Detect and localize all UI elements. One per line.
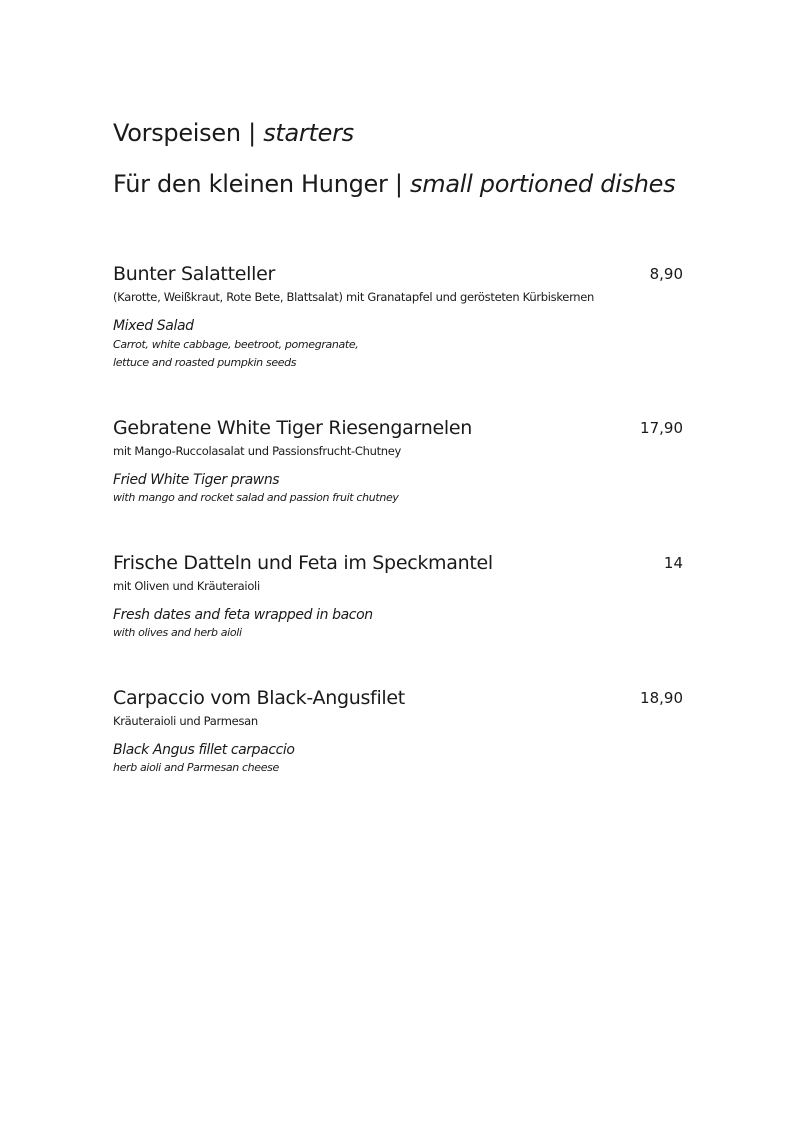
- menu-item-description-en-line: herb aioli and Parmesan cheese: [113, 761, 279, 774]
- menu-item-name-en: Black Angus fillet carpaccio: [113, 742, 295, 758]
- menu-item-description-de: mit Oliven und Kräuteraioli: [113, 579, 260, 593]
- menu-item-description-en: [113, 489, 399, 507]
- menu-item-price: 8,90: [649, 265, 683, 283]
- menu-item-description-en-line: with olives and herb aioli: [113, 626, 242, 639]
- section-title-en: starters: [263, 119, 354, 147]
- menu-item-price: 17,90: [640, 419, 683, 437]
- menu-item-price: 14: [663, 554, 683, 572]
- menu-item-description-en: [113, 624, 242, 642]
- section-subtitle-small-dishes: [113, 172, 675, 196]
- menu-item-description-en-line: with mango and rocket salad and passion fruit chutney: [113, 491, 399, 504]
- menu-item-description-de: mit Mango-Ruccolasalat und Passionsfrucht-Chutney: [113, 444, 402, 458]
- section-title-starters: [113, 121, 354, 145]
- menu-item-description-de: Kräuteraioli und Parmesan: [113, 714, 258, 728]
- menu-item-name-de: Carpaccio vom Black-Angusfilet: [113, 687, 405, 709]
- section-subtitle-en: small portioned dishes: [410, 170, 676, 198]
- menu-item-price: 18,90: [640, 689, 683, 707]
- menu-item-description-en-line: lettuce and roasted pumpkin seeds: [113, 356, 297, 369]
- menu-item-description-en: [113, 759, 279, 777]
- menu-item-name-en: Fresh dates and feta wrapped in bacon: [113, 607, 373, 623]
- menu-item-description-de: (Karotte, Weißkraut, Rote Bete, Blattsalat) mit Granatapfel und gerösteten Kürbiskernen: [113, 290, 595, 304]
- menu-item-name-de: Bunter Salatteller: [113, 263, 275, 285]
- menu-item-description-en-line: Carrot, white cabbage, beetroot, pomegranate,: [113, 338, 359, 351]
- menu-item-name-en: Fried White Tiger prawns: [113, 472, 280, 488]
- menu-item-name-en: Mixed Salad: [113, 318, 194, 334]
- section-title-de: Vorspeisen |: [113, 119, 264, 147]
- menu-item-name-de: Gebratene White Tiger Riesengarnelen: [113, 417, 472, 439]
- menu-item-name-de: Frische Datteln und Feta im Speckmantel: [113, 552, 493, 574]
- menu-item-description-en: [113, 336, 358, 372]
- section-subtitle-de: Für den kleinen Hunger |: [113, 170, 411, 198]
